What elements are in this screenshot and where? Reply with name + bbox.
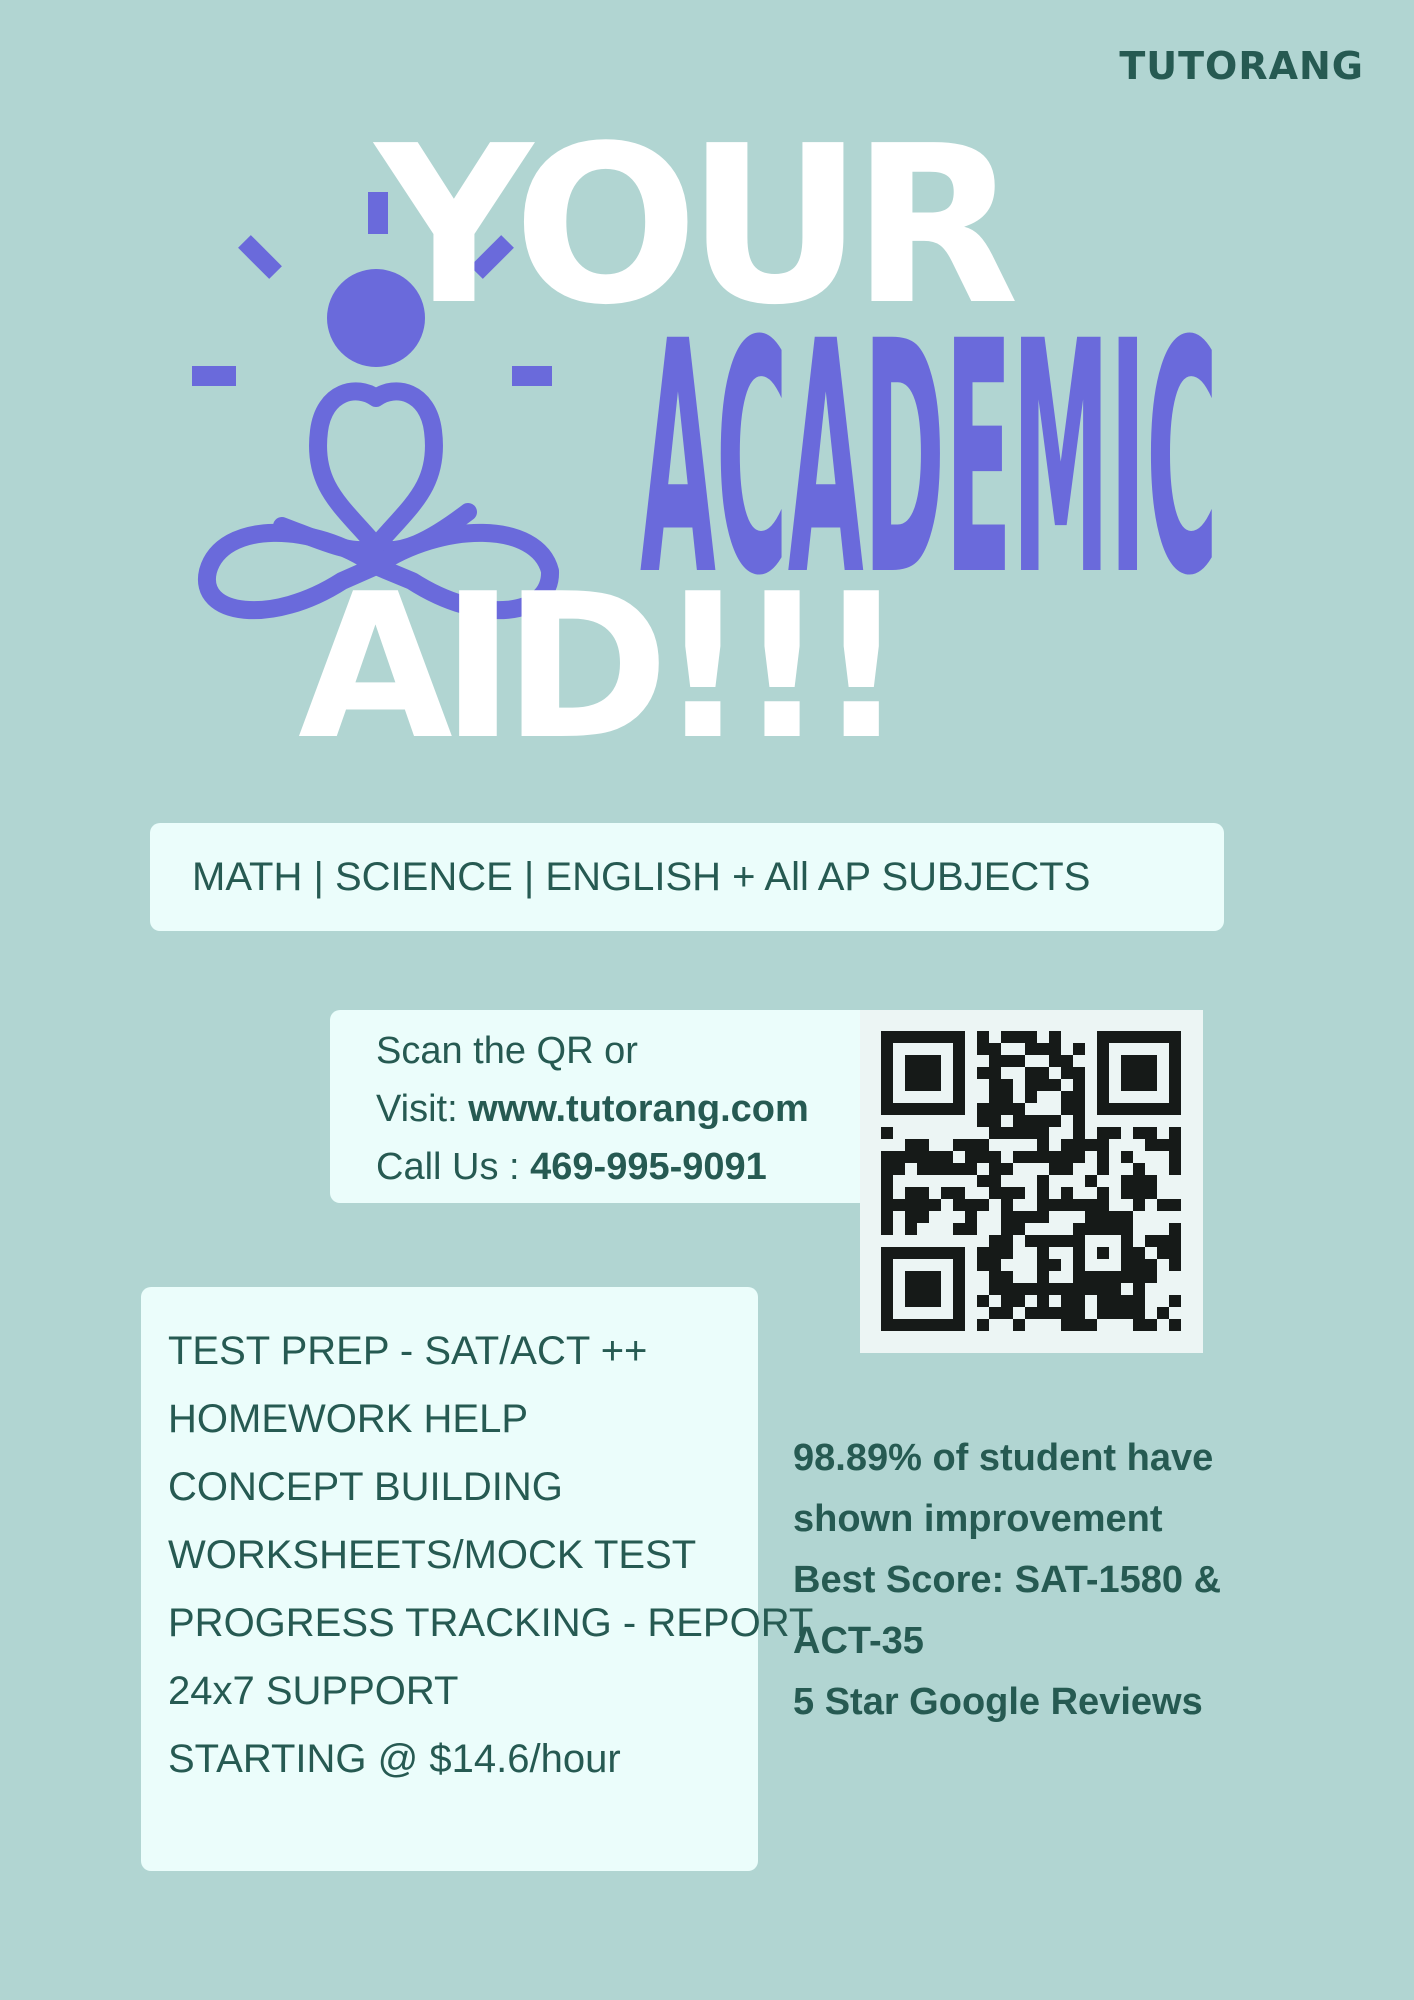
qr-code-card[interactable]: [860, 1010, 1203, 1353]
phone-number[interactable]: 469-995-9091: [530, 1146, 767, 1188]
stat-line: 5 Star Google Reviews: [793, 1681, 1203, 1723]
scan-text: Scan the QR or: [376, 1030, 638, 1072]
service-item: HOMEWORK HELP: [168, 1397, 529, 1441]
phone-line: [376, 1138, 870, 1196]
stat-line: ACT-35: [793, 1620, 924, 1662]
qr-code-icon[interactable]: [860, 1010, 1203, 1353]
service-item: 24x7 SUPPORT: [168, 1669, 459, 1713]
service-item: TEST PREP - SAT/ACT ++: [168, 1329, 648, 1373]
headline-your: YOUR: [375, 100, 1008, 353]
subjects-banner: [150, 823, 1224, 931]
contact-card: [330, 1010, 870, 1203]
call-label: Call Us :: [376, 1146, 531, 1188]
visit-label: Visit:: [376, 1088, 469, 1130]
stat-line: shown improvement: [793, 1498, 1163, 1540]
stat-line: Best Score: SAT-1580 &: [793, 1559, 1222, 1601]
website-link[interactable]: www.tutorang.com: [468, 1088, 809, 1130]
headline-aid: AID!!!: [298, 551, 895, 784]
brand-name: TUTORANG: [1119, 44, 1364, 88]
pricing-item: STARTING @ $14.6/hour: [168, 1737, 621, 1781]
service-item: CONCEPT BUILDING: [168, 1465, 563, 1509]
service-item: PROGRESS TRACKING - REPORT: [168, 1601, 814, 1645]
headline-academic-text: ACADEMIC: [640, 308, 1218, 598]
stats-block: [793, 1428, 1233, 1733]
website-line: [376, 1080, 870, 1138]
stat-line: 98.89% of student have: [793, 1437, 1214, 1479]
services-card: [141, 1287, 814, 1871]
service-item: WORKSHEETS/MOCK TEST: [168, 1533, 697, 1577]
subjects-text: MATH | SCIENCE | ENGLISH + All AP SUBJECTS: [192, 854, 1091, 899]
